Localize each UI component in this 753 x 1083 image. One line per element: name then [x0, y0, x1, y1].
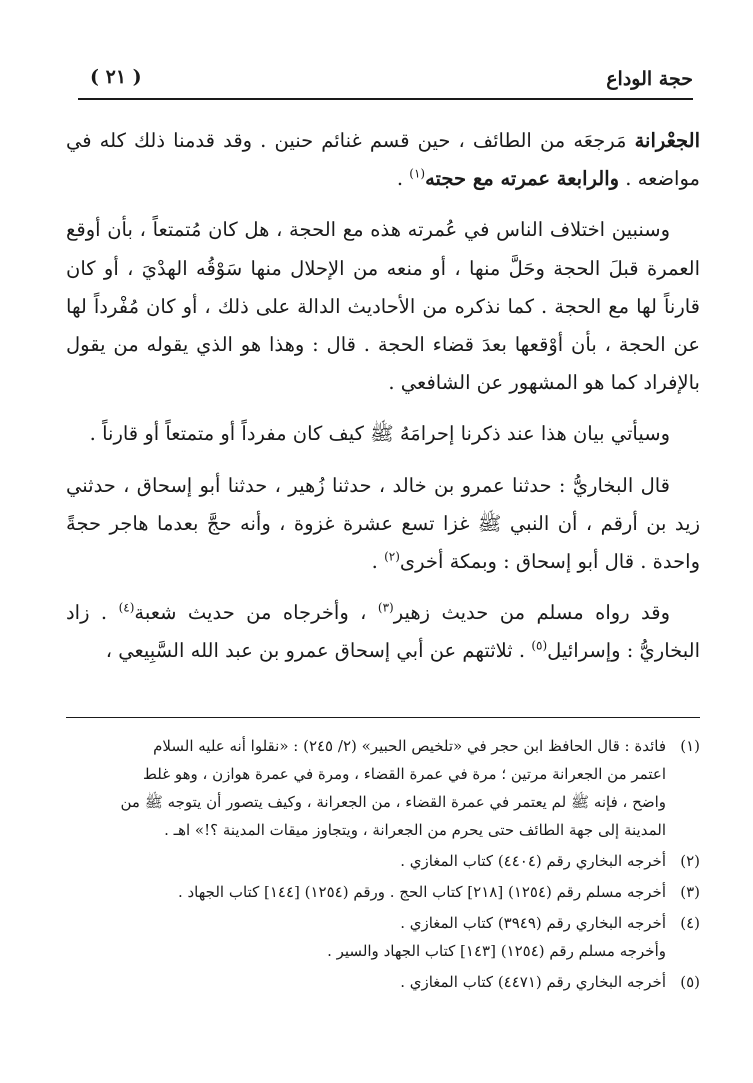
- footnote-ref-1[interactable]: (١): [409, 166, 426, 181]
- footnote-divider: [66, 717, 700, 718]
- paragraph-5-text-a: وقد رواه مسلم من حديث زهير: [393, 601, 670, 625]
- footnote-number: (٢): [680, 852, 700, 870]
- paragraph-5: [66, 594, 700, 670]
- paragraph-1-text: مَرجعَه من الطائف ، حين قسم غنائم حنين . وقد قدمنا ذلك كله في مواضعه .: [66, 129, 700, 191]
- header-title: حجة الوداع: [606, 68, 693, 90]
- footnote-2: [68, 847, 700, 875]
- footnote-line: المدينة إلى جهة الطائف حتى يحرم من الجعرانة ، ويتجاوز ميقات المدينة ؟!» اهـ .: [164, 821, 666, 839]
- footnote-text: أخرجه البخاري رقم (٤٤٠٤) كتاب المغازي .: [400, 852, 666, 870]
- paragraph-1-bold-start: الجعْرانة: [634, 129, 700, 152]
- running-header: [78, 64, 693, 96]
- footnote-number: (٣): [680, 883, 700, 901]
- footnote-ref-3[interactable]: (٣): [377, 600, 394, 615]
- paragraph-1-end: .: [396, 167, 410, 191]
- footnote-ref-5[interactable]: (٥): [531, 638, 548, 653]
- footnote-1: [68, 732, 700, 844]
- footnote-text: أخرجه البخاري رقم (٤٤٧١) كتاب المغازي .: [400, 973, 666, 991]
- paragraph-3: وسيأتي بيان هذا عند ذكرنا إحرامَهُ ﷺ كيف كان مفرداً أو متمتعاً أو قارناً .: [89, 422, 670, 446]
- header-divider: [78, 98, 693, 100]
- footnote-3: [68, 878, 700, 906]
- footnote-line: اعتمر من الجعرانة مرتين ؛ مرة في عمرة القضاء ، ومرة في عمرة هوازن ، وهو غلط: [143, 765, 666, 783]
- paragraph-4: [66, 467, 700, 582]
- footnotes: [68, 732, 700, 999]
- footnote-number: (٤): [680, 914, 700, 932]
- paragraph-5-text-d: . ثلاثتهم عن أبي إسحاق عمرو بن عبد الله السَّبِيعي ،: [105, 639, 532, 663]
- footnote-text: وأخرجه مسلم رقم (١٢٥٤) [١٤٣] كتاب الجهاد والسير .: [327, 942, 666, 960]
- footnote-ref-2[interactable]: (٢): [384, 549, 400, 564]
- footnote-number: (١): [680, 737, 700, 755]
- paragraph-5-text-c: . زاد البخاريُّ : وإسرائيل: [66, 601, 700, 663]
- paragraph-1: [66, 122, 700, 198]
- paragraph-4-text: قال البخاريُّ : حدثنا عمرو بن خالد ، حدثنا زُهير ، حدثنا أبو إسحاق ، حدثني زيد بن أرقم ، أن النبي ﷺ غزا تسع عشرة غزوة ، وأنه حجَّ بعدما هاجر حجةً واحدة . قال أبو إسحاق : وبمكة أخرى: [66, 473, 700, 574]
- footnote-line: فائدة : قال الحافظ ابن حجر في «تلخيص الحبير» (٢/ ٢٤٥) : «نقلوا أنه عليه السلام: [153, 737, 666, 755]
- footnote-4-continued: [68, 937, 700, 965]
- footnote-text: أخرجه البخاري رقم (٣٩٤٩) كتاب المغازي .: [400, 914, 666, 932]
- page-number: ( ٢١ ): [90, 66, 142, 88]
- paragraph-2: وسنبين اختلاف الناس في عُمرته هذه مع الحجة ، هل كان مُتمتعاً ، بأن أوقع العمرة قبلَ الحجة وحَلَّ منها ، أو منعه من الإحلال منها سَوْقُه الهدْيَ ، أو كان قارناً لها مع الحجة . كما نذكره من الأحاديث الدالة على ذلك ، أو كان مُفْرداً لها عن الحجة ، بأن أوْقعها بعدَ قضاء الحجة . قال : وهذا هو الذي يقوله من يقول بالإفراد كما هو المشهور عن الشافعي .: [66, 218, 700, 395]
- paragraph-5-text-b: ، وأخرجاه من حديث شعبة: [134, 601, 378, 625]
- footnote-ref-4[interactable]: (٤): [118, 600, 135, 615]
- footnote-text: [68, 732, 666, 844]
- footnote-line: واضح ، فإنه ﷺ لم يعتمر في عمرة القضاء ، من الجعرانة ، وكيف يتصور أن يتوجه ﷺ من: [120, 793, 666, 811]
- paragraph-4-end: .: [371, 550, 385, 574]
- footnote-text: أخرجه مسلم رقم (١٢٥٤) [٢١٨] كتاب الحج . ورقم (١٢٥٤) [١٤٤] كتاب الجهاد .: [177, 883, 666, 901]
- footnote-number: (٥): [680, 973, 700, 991]
- footnote-5: [68, 968, 700, 996]
- paragraph-1-bold-end: والرابعة عمرته مع حجته: [425, 167, 620, 191]
- footnote-4: [68, 909, 700, 937]
- main-text: [66, 122, 700, 684]
